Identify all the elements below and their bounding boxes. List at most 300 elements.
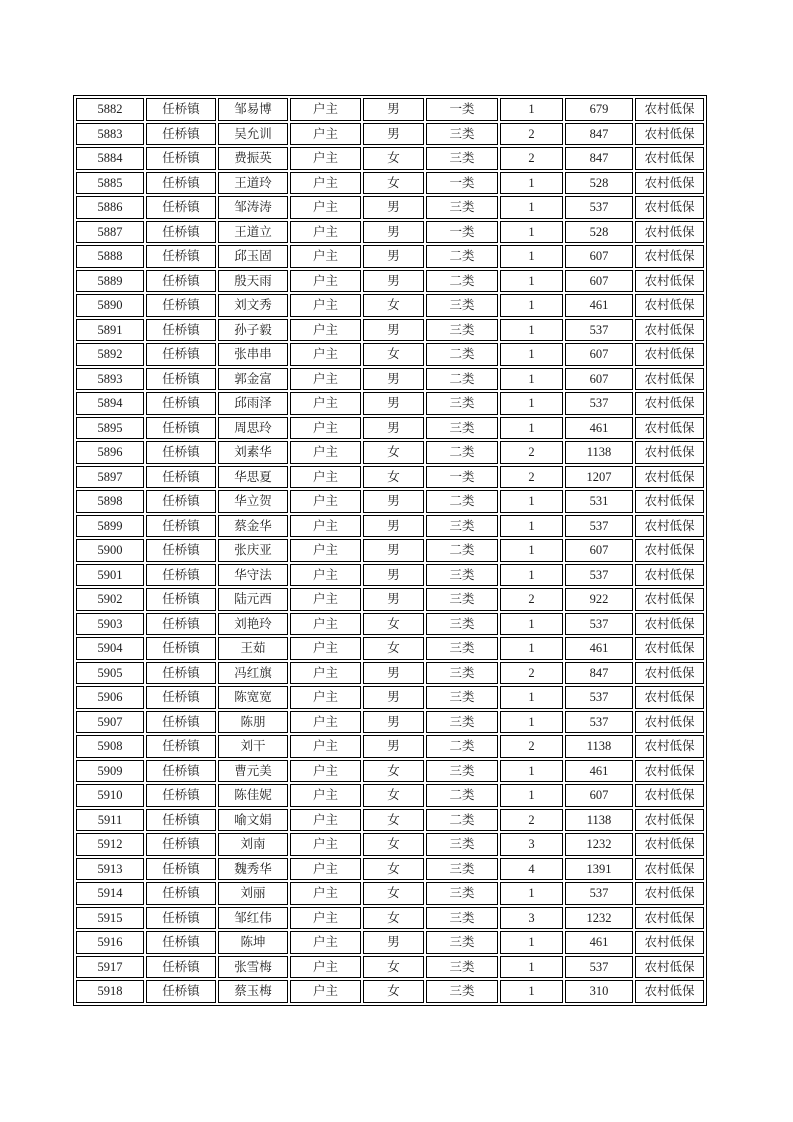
cell-name: 费振英 [218, 147, 288, 170]
cell-category: 三类 [426, 637, 498, 660]
cell-town: 任桥镇 [146, 294, 216, 317]
cell-town: 任桥镇 [146, 588, 216, 611]
cell-amount: 607 [565, 539, 633, 562]
cell-amount: 537 [565, 392, 633, 415]
cell-gender: 男 [363, 392, 424, 415]
cell-relation: 户主 [290, 809, 361, 832]
cell-name: 邹易博 [218, 98, 288, 121]
cell-amount: 537 [565, 686, 633, 709]
cell-relation: 户主 [290, 760, 361, 783]
cell-name: 陈佳妮 [218, 784, 288, 807]
cell-seq: 5907 [76, 711, 144, 734]
cell-town: 任桥镇 [146, 809, 216, 832]
cell-seq: 5903 [76, 613, 144, 636]
cell-gender: 女 [363, 980, 424, 1003]
cell-amount: 528 [565, 221, 633, 244]
cell-amount: 607 [565, 270, 633, 293]
cell-name: 华立贺 [218, 490, 288, 513]
cell-persons: 2 [500, 466, 563, 489]
cell-gender: 女 [363, 441, 424, 464]
cell-persons: 3 [500, 833, 563, 856]
cell-subsidy-type: 农村低保 [635, 123, 704, 146]
table-row [76, 98, 704, 121]
table-row [76, 858, 704, 881]
cell-persons: 1 [500, 637, 563, 660]
cell-persons: 1 [500, 245, 563, 268]
cell-relation: 户主 [290, 515, 361, 538]
cell-persons: 4 [500, 858, 563, 881]
table-row [76, 613, 704, 636]
cell-seq: 5891 [76, 319, 144, 342]
cell-persons: 1 [500, 515, 563, 538]
cell-persons: 1 [500, 613, 563, 636]
welfare-roster-table [73, 95, 707, 1006]
cell-seq: 5906 [76, 686, 144, 709]
cell-name: 邹红伟 [218, 907, 288, 930]
cell-persons: 1 [500, 931, 563, 954]
cell-persons: 1 [500, 196, 563, 219]
table-row [76, 466, 704, 489]
cell-persons: 1 [500, 221, 563, 244]
cell-category: 三类 [426, 515, 498, 538]
cell-gender: 女 [363, 172, 424, 195]
cell-amount: 679 [565, 98, 633, 121]
cell-persons: 1 [500, 98, 563, 121]
cell-subsidy-type: 农村低保 [635, 956, 704, 979]
cell-town: 任桥镇 [146, 466, 216, 489]
cell-gender: 男 [363, 662, 424, 685]
table-row [76, 662, 704, 685]
cell-town: 任桥镇 [146, 882, 216, 905]
cell-seq: 5883 [76, 123, 144, 146]
cell-name: 邱玉固 [218, 245, 288, 268]
cell-amount: 461 [565, 760, 633, 783]
cell-amount: 537 [565, 319, 633, 342]
cell-category: 二类 [426, 441, 498, 464]
cell-relation: 户主 [290, 98, 361, 121]
table-row [76, 784, 704, 807]
cell-gender: 女 [363, 784, 424, 807]
cell-seq: 5890 [76, 294, 144, 317]
cell-subsidy-type: 农村低保 [635, 809, 704, 832]
cell-gender: 男 [363, 735, 424, 758]
cell-category: 三类 [426, 123, 498, 146]
cell-subsidy-type: 农村低保 [635, 931, 704, 954]
cell-relation: 户主 [290, 392, 361, 415]
cell-category: 三类 [426, 147, 498, 170]
cell-name: 邹涛涛 [218, 196, 288, 219]
cell-seq: 5900 [76, 539, 144, 562]
cell-town: 任桥镇 [146, 613, 216, 636]
cell-gender: 女 [363, 760, 424, 783]
cell-category: 三类 [426, 417, 498, 440]
cell-name: 刘南 [218, 833, 288, 856]
table-row [76, 637, 704, 660]
cell-seq: 5886 [76, 196, 144, 219]
cell-seq: 5885 [76, 172, 144, 195]
cell-persons: 1 [500, 956, 563, 979]
table-row [76, 319, 704, 342]
cell-amount: 607 [565, 368, 633, 391]
cell-category: 二类 [426, 735, 498, 758]
cell-amount: 1391 [565, 858, 633, 881]
cell-subsidy-type: 农村低保 [635, 613, 704, 636]
cell-gender: 男 [363, 319, 424, 342]
cell-subsidy-type: 农村低保 [635, 784, 704, 807]
cell-seq: 5910 [76, 784, 144, 807]
cell-subsidy-type: 农村低保 [635, 711, 704, 734]
cell-persons: 1 [500, 882, 563, 905]
cell-name: 陈宽宽 [218, 686, 288, 709]
table-row [76, 931, 704, 954]
cell-amount: 310 [565, 980, 633, 1003]
cell-relation: 户主 [290, 294, 361, 317]
cell-name: 曹元美 [218, 760, 288, 783]
table-row [76, 368, 704, 391]
cell-persons: 2 [500, 441, 563, 464]
cell-seq: 5909 [76, 760, 144, 783]
cell-town: 任桥镇 [146, 245, 216, 268]
cell-subsidy-type: 农村低保 [635, 368, 704, 391]
cell-name: 蔡金华 [218, 515, 288, 538]
cell-relation: 户主 [290, 735, 361, 758]
cell-category: 三类 [426, 392, 498, 415]
cell-gender: 女 [363, 294, 424, 317]
cell-subsidy-type: 农村低保 [635, 686, 704, 709]
cell-relation: 户主 [290, 368, 361, 391]
cell-name: 王道立 [218, 221, 288, 244]
cell-gender: 女 [363, 956, 424, 979]
cell-gender: 女 [363, 907, 424, 930]
table-row [76, 564, 704, 587]
cell-category: 二类 [426, 539, 498, 562]
cell-subsidy-type: 农村低保 [635, 907, 704, 930]
cell-persons: 2 [500, 809, 563, 832]
cell-subsidy-type: 农村低保 [635, 294, 704, 317]
cell-gender: 男 [363, 123, 424, 146]
cell-subsidy-type: 农村低保 [635, 343, 704, 366]
cell-relation: 户主 [290, 319, 361, 342]
cell-town: 任桥镇 [146, 147, 216, 170]
cell-amount: 537 [565, 956, 633, 979]
cell-persons: 2 [500, 123, 563, 146]
cell-amount: 1207 [565, 466, 633, 489]
cell-subsidy-type: 农村低保 [635, 441, 704, 464]
cell-seq: 5912 [76, 833, 144, 856]
cell-town: 任桥镇 [146, 539, 216, 562]
cell-relation: 户主 [290, 490, 361, 513]
cell-name: 张庆亚 [218, 539, 288, 562]
cell-name: 周思玲 [218, 417, 288, 440]
cell-persons: 1 [500, 270, 563, 293]
cell-amount: 1232 [565, 907, 633, 930]
table-row [76, 980, 704, 1003]
cell-relation: 户主 [290, 784, 361, 807]
cell-town: 任桥镇 [146, 221, 216, 244]
cell-name: 王茹 [218, 637, 288, 660]
cell-category: 三类 [426, 294, 498, 317]
cell-amount: 461 [565, 417, 633, 440]
cell-subsidy-type: 农村低保 [635, 319, 704, 342]
cell-amount: 537 [565, 711, 633, 734]
cell-subsidy-type: 农村低保 [635, 147, 704, 170]
cell-relation: 户主 [290, 711, 361, 734]
cell-name: 王道玲 [218, 172, 288, 195]
cell-seq: 5889 [76, 270, 144, 293]
cell-category: 一类 [426, 172, 498, 195]
cell-town: 任桥镇 [146, 98, 216, 121]
table-row [76, 417, 704, 440]
cell-seq: 5882 [76, 98, 144, 121]
cell-category: 三类 [426, 956, 498, 979]
cell-gender: 男 [363, 931, 424, 954]
cell-town: 任桥镇 [146, 319, 216, 342]
cell-name: 魏秀华 [218, 858, 288, 881]
cell-amount: 528 [565, 172, 633, 195]
cell-amount: 607 [565, 245, 633, 268]
cell-persons: 1 [500, 294, 563, 317]
cell-subsidy-type: 农村低保 [635, 662, 704, 685]
cell-name: 郭金富 [218, 368, 288, 391]
cell-town: 任桥镇 [146, 490, 216, 513]
cell-town: 任桥镇 [146, 833, 216, 856]
cell-name: 陈坤 [218, 931, 288, 954]
cell-seq: 5896 [76, 441, 144, 464]
cell-gender: 女 [363, 833, 424, 856]
table-row [76, 735, 704, 758]
cell-subsidy-type: 农村低保 [635, 637, 704, 660]
cell-persons: 2 [500, 147, 563, 170]
cell-town: 任桥镇 [146, 735, 216, 758]
cell-subsidy-type: 农村低保 [635, 539, 704, 562]
cell-persons: 1 [500, 392, 563, 415]
cell-relation: 户主 [290, 637, 361, 660]
cell-relation: 户主 [290, 123, 361, 146]
cell-persons: 1 [500, 564, 563, 587]
cell-category: 三类 [426, 613, 498, 636]
cell-relation: 户主 [290, 613, 361, 636]
cell-seq: 5895 [76, 417, 144, 440]
cell-persons: 1 [500, 784, 563, 807]
cell-subsidy-type: 农村低保 [635, 270, 704, 293]
cell-seq: 5899 [76, 515, 144, 538]
cell-relation: 户主 [290, 539, 361, 562]
cell-relation: 户主 [290, 858, 361, 881]
cell-category: 三类 [426, 319, 498, 342]
cell-seq: 5913 [76, 858, 144, 881]
table-row [76, 956, 704, 979]
cell-subsidy-type: 农村低保 [635, 858, 704, 881]
cell-category: 三类 [426, 686, 498, 709]
cell-name: 张串串 [218, 343, 288, 366]
table-row [76, 392, 704, 415]
table-row [76, 294, 704, 317]
cell-gender: 男 [363, 711, 424, 734]
cell-category: 三类 [426, 662, 498, 685]
cell-gender: 女 [363, 466, 424, 489]
cell-gender: 男 [363, 564, 424, 587]
cell-relation: 户主 [290, 147, 361, 170]
cell-gender: 男 [363, 539, 424, 562]
cell-relation: 户主 [290, 588, 361, 611]
cell-persons: 1 [500, 980, 563, 1003]
cell-town: 任桥镇 [146, 980, 216, 1003]
table-row [76, 221, 704, 244]
cell-name: 张雪梅 [218, 956, 288, 979]
table-row [76, 123, 704, 146]
cell-seq: 5916 [76, 931, 144, 954]
cell-subsidy-type: 农村低保 [635, 172, 704, 195]
cell-seq: 5918 [76, 980, 144, 1003]
cell-town: 任桥镇 [146, 760, 216, 783]
table-row [76, 196, 704, 219]
cell-subsidy-type: 农村低保 [635, 760, 704, 783]
cell-seq: 5917 [76, 956, 144, 979]
cell-amount: 531 [565, 490, 633, 513]
cell-subsidy-type: 农村低保 [635, 392, 704, 415]
cell-relation: 户主 [290, 245, 361, 268]
cell-seq: 5884 [76, 147, 144, 170]
cell-gender: 男 [363, 270, 424, 293]
cell-relation: 户主 [290, 956, 361, 979]
cell-name: 吴允训 [218, 123, 288, 146]
cell-town: 任桥镇 [146, 686, 216, 709]
cell-town: 任桥镇 [146, 637, 216, 660]
table-row [76, 809, 704, 832]
cell-name: 蔡玉梅 [218, 980, 288, 1003]
cell-persons: 1 [500, 417, 563, 440]
cell-category: 一类 [426, 98, 498, 121]
table-row [76, 539, 704, 562]
cell-seq: 5897 [76, 466, 144, 489]
cell-persons: 1 [500, 172, 563, 195]
cell-relation: 户主 [290, 221, 361, 244]
cell-name: 华思夏 [218, 466, 288, 489]
cell-subsidy-type: 农村低保 [635, 833, 704, 856]
table-row [76, 441, 704, 464]
cell-subsidy-type: 农村低保 [635, 980, 704, 1003]
cell-amount: 537 [565, 196, 633, 219]
table-row [76, 907, 704, 930]
cell-amount: 847 [565, 123, 633, 146]
cell-category: 三类 [426, 907, 498, 930]
cell-name: 刘丽 [218, 882, 288, 905]
cell-persons: 1 [500, 368, 563, 391]
cell-gender: 男 [363, 368, 424, 391]
cell-gender: 女 [363, 858, 424, 881]
cell-name: 刘艳玲 [218, 613, 288, 636]
cell-town: 任桥镇 [146, 907, 216, 930]
table-row [76, 515, 704, 538]
cell-town: 任桥镇 [146, 343, 216, 366]
cell-relation: 户主 [290, 441, 361, 464]
cell-town: 任桥镇 [146, 368, 216, 391]
cell-seq: 5894 [76, 392, 144, 415]
cell-town: 任桥镇 [146, 441, 216, 464]
cell-subsidy-type: 农村低保 [635, 417, 704, 440]
cell-relation: 户主 [290, 662, 361, 685]
cell-seq: 5914 [76, 882, 144, 905]
cell-town: 任桥镇 [146, 417, 216, 440]
cell-seq: 5911 [76, 809, 144, 832]
cell-seq: 5908 [76, 735, 144, 758]
cell-town: 任桥镇 [146, 858, 216, 881]
cell-persons: 3 [500, 907, 563, 930]
cell-town: 任桥镇 [146, 662, 216, 685]
cell-seq: 5905 [76, 662, 144, 685]
cell-relation: 户主 [290, 564, 361, 587]
cell-amount: 461 [565, 294, 633, 317]
table-row [76, 833, 704, 856]
table-row [76, 882, 704, 905]
cell-gender: 男 [363, 245, 424, 268]
cell-amount: 1232 [565, 833, 633, 856]
cell-gender: 女 [363, 637, 424, 660]
cell-subsidy-type: 农村低保 [635, 221, 704, 244]
cell-gender: 男 [363, 515, 424, 538]
cell-name: 喻文娟 [218, 809, 288, 832]
cell-name: 陈朋 [218, 711, 288, 734]
cell-town: 任桥镇 [146, 711, 216, 734]
cell-relation: 户主 [290, 343, 361, 366]
cell-category: 三类 [426, 980, 498, 1003]
cell-gender: 男 [363, 221, 424, 244]
cell-amount: 847 [565, 147, 633, 170]
cell-relation: 户主 [290, 270, 361, 293]
cell-category: 三类 [426, 564, 498, 587]
cell-amount: 537 [565, 882, 633, 905]
cell-seq: 5892 [76, 343, 144, 366]
cell-town: 任桥镇 [146, 784, 216, 807]
table-row [76, 490, 704, 513]
cell-amount: 537 [565, 613, 633, 636]
cell-name: 刘文秀 [218, 294, 288, 317]
table-row [76, 172, 704, 195]
cell-gender: 男 [363, 588, 424, 611]
cell-subsidy-type: 农村低保 [635, 196, 704, 219]
cell-subsidy-type: 农村低保 [635, 466, 704, 489]
cell-category: 三类 [426, 833, 498, 856]
cell-category: 三类 [426, 882, 498, 905]
cell-gender: 男 [363, 686, 424, 709]
cell-town: 任桥镇 [146, 515, 216, 538]
cell-name: 刘素华 [218, 441, 288, 464]
cell-name: 刘干 [218, 735, 288, 758]
cell-relation: 户主 [290, 833, 361, 856]
cell-amount: 461 [565, 931, 633, 954]
cell-amount: 537 [565, 515, 633, 538]
table-row [76, 147, 704, 170]
cell-persons: 2 [500, 588, 563, 611]
cell-persons: 1 [500, 343, 563, 366]
cell-subsidy-type: 农村低保 [635, 882, 704, 905]
cell-seq: 5904 [76, 637, 144, 660]
cell-seq: 5893 [76, 368, 144, 391]
table-row [76, 270, 704, 293]
cell-amount: 1138 [565, 809, 633, 832]
cell-amount: 922 [565, 588, 633, 611]
cell-category: 二类 [426, 270, 498, 293]
table-body [76, 98, 704, 1003]
cell-category: 三类 [426, 711, 498, 734]
table-row [76, 245, 704, 268]
cell-category: 一类 [426, 221, 498, 244]
cell-persons: 1 [500, 711, 563, 734]
cell-town: 任桥镇 [146, 956, 216, 979]
cell-relation: 户主 [290, 172, 361, 195]
cell-town: 任桥镇 [146, 931, 216, 954]
cell-category: 二类 [426, 490, 498, 513]
